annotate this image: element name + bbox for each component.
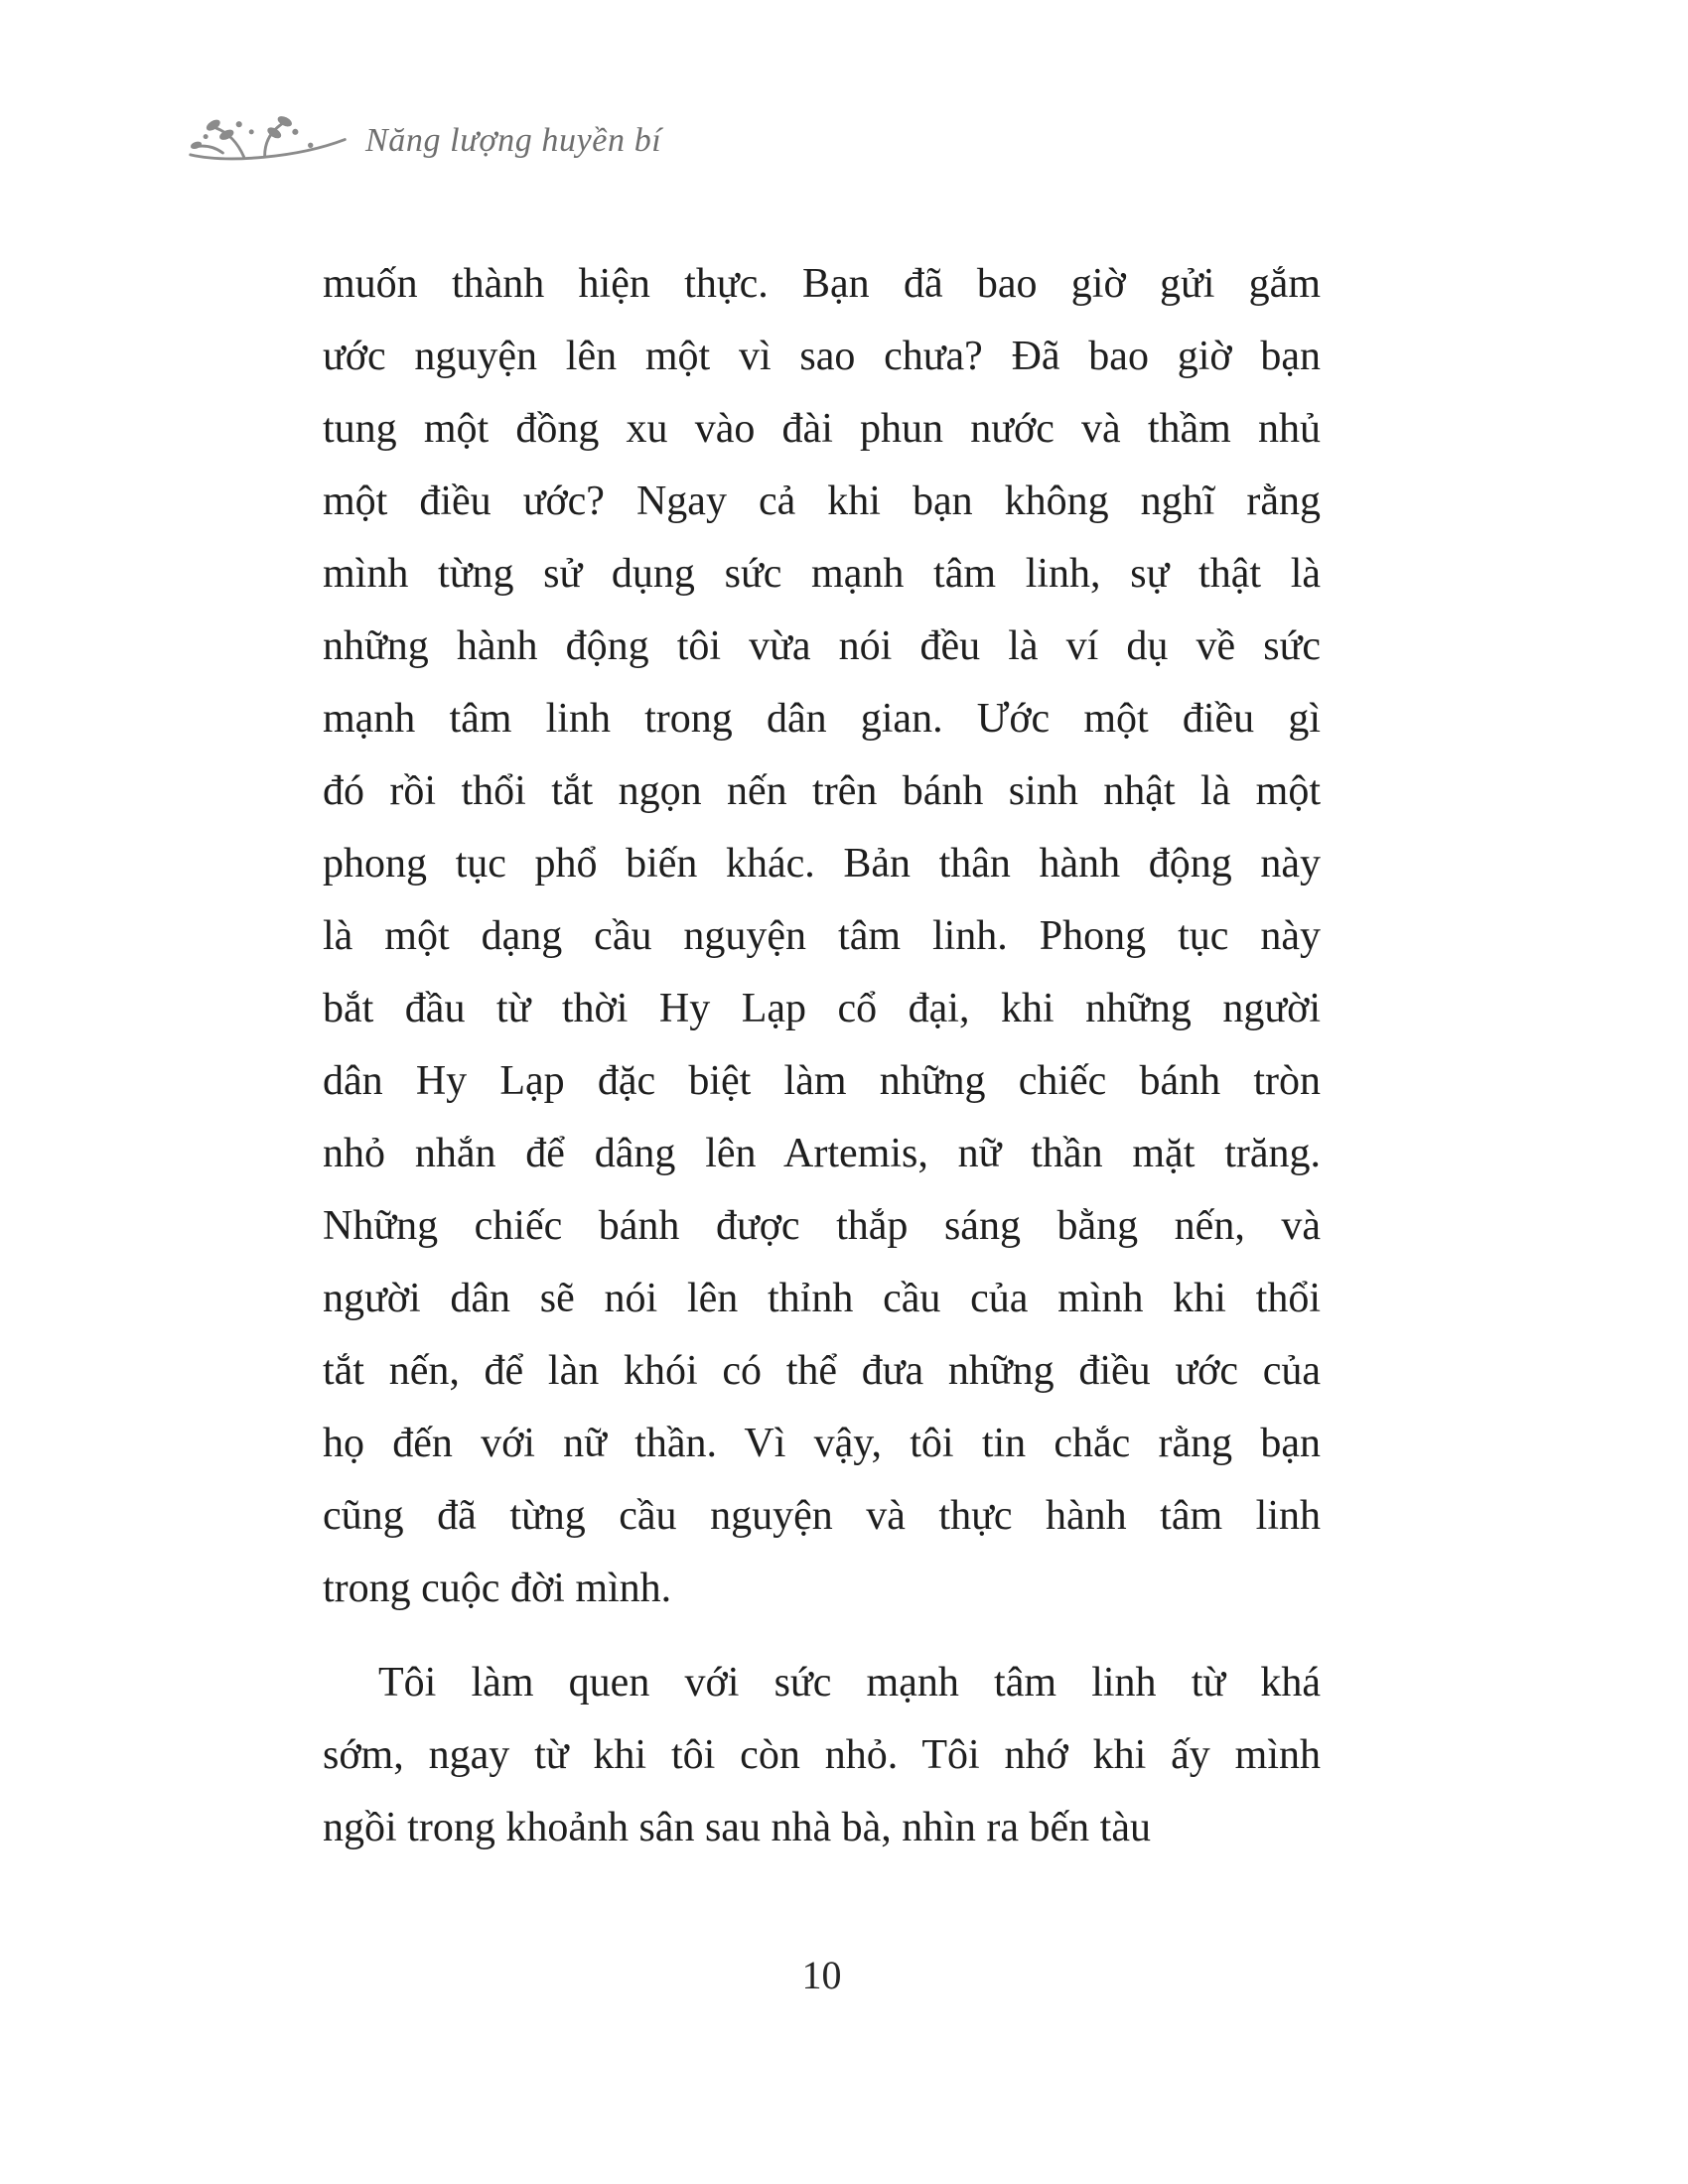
text-line: muốn thành hiện thực. Bạn đã bao giờ gửi gắm (323, 261, 1321, 307)
text-line: ngồi trong khoảnh sân sau nhà bà, nhìn ra bến tàu (323, 1805, 1151, 1850)
text-line: Những chiếc bánh được thắp sáng bằng nến, và (323, 1203, 1321, 1249)
text-line: một điều ước? Ngay cả khi bạn không nghĩ rằng (323, 478, 1321, 524)
text-line: phong tục phổ biến khác. Bản thân hành động này (323, 841, 1321, 887)
text-line: mình từng sử dụng sức mạnh tâm linh, sự thật là (323, 551, 1321, 597)
text-line: dân Hy Lạp đặc biệt làm những chiếc bánh tròn (323, 1058, 1321, 1104)
text-line: người dân sẽ nói lên thỉnh cầu của mình khi thổi (323, 1276, 1321, 1321)
text-line: tung một đồng xu vào đài phun nước và thầm nhủ (323, 406, 1321, 452)
paragraph (323, 248, 1321, 1625)
text-line: Tôi làm quen với sức mạnh tâm linh từ khá (378, 1660, 1321, 1706)
page-number: 10 (801, 1953, 842, 1997)
text-line: đó rồi thổi tắt ngọn nến trên bánh sinh nhật là một (323, 768, 1321, 814)
text-line: ước nguyện lên một vì sao chưa? Đã bao giờ bạn (323, 334, 1321, 379)
body-text (323, 248, 1321, 1864)
text-line: những hành động tôi vừa nói đều là ví dụ về sức (323, 623, 1321, 669)
text-line: sớm, ngay từ khi tôi còn nhỏ. Tôi nhớ khi ấy mình (323, 1732, 1321, 1778)
text-line: là một dạng cầu nguyện tâm linh. Phong tục này (323, 913, 1321, 959)
text-line: tắt nến, để làn khói có thể đưa những điều ước của (323, 1348, 1321, 1394)
running-head-title: Năng lượng huyền bí (365, 121, 662, 159)
text-line: bắt đầu từ thời Hy Lạp cổ đại, khi những người (323, 986, 1321, 1031)
text-line: họ đến với nữ thần. Vì vậy, tôi tin chắc rằng bạn (323, 1421, 1321, 1466)
page-header (185, 103, 661, 178)
text-line: mạnh tâm linh trong dân gian. Ước một điều gì (323, 696, 1321, 742)
page-footer (323, 1952, 1321, 1998)
text-line: cũng đã từng cầu nguyện và thực hành tâm linh (323, 1493, 1321, 1539)
paragraph (323, 1647, 1321, 1864)
text-line: nhỏ nhắn để dâng lên Artemis, nữ thần mặt trăng. (323, 1131, 1321, 1176)
text-line: trong cuộc đời mình. (323, 1566, 672, 1611)
branch-leaves-icon (185, 103, 352, 178)
